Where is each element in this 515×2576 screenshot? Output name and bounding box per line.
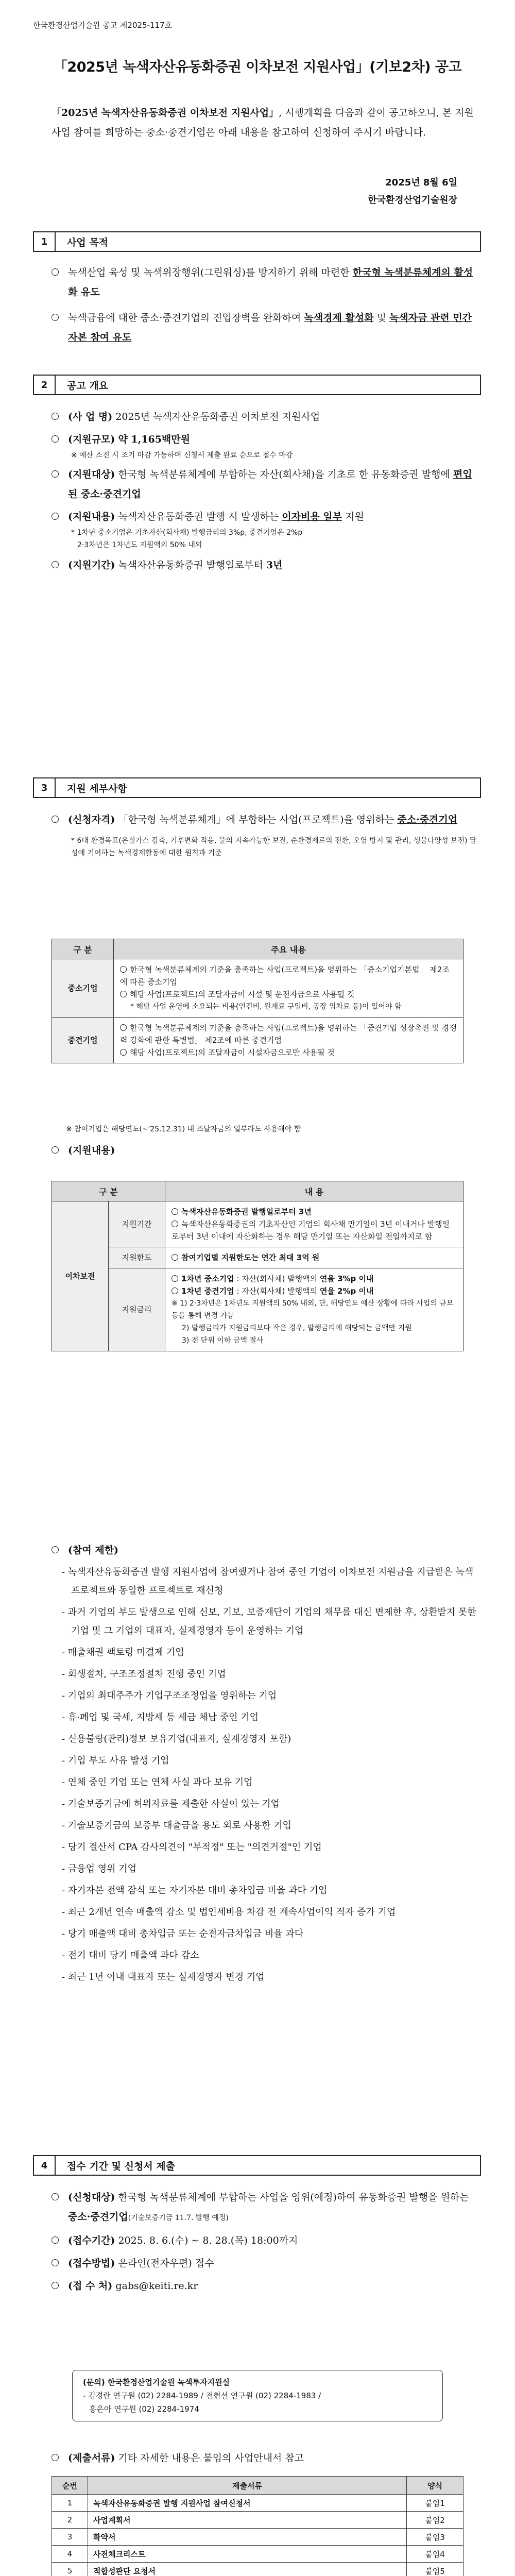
documents-cell-form: 붙임4 [407,2546,464,2563]
restriction-item: - 연체 중인 기업 또는 연체 사실 과다 보유 기업 [62,1777,253,1788]
notice-number: 한국환경산업기술원 공고 제2025-117호 [33,21,173,30]
circle-bullet-icon [52,816,59,823]
circle-bullet-icon [120,1024,127,1031]
eligibility-table [52,939,464,1063]
circle-bullet-icon [52,268,59,276]
overview-block [50,407,478,575]
notice-issuer: 한국환경산업기술원장 [368,195,457,206]
support-group-label: 이차보전 [52,1201,109,1351]
notice-date: 2025년 8월 6일 [385,177,457,188]
documents-cell-n: 3 [52,2529,88,2546]
intro-paragraph [52,103,474,142]
circle-bullet-icon [52,435,59,443]
restriction-item: - 신용불량(관리)정보 보유기업(대표자, 실제경영자 포함) [62,1734,291,1744]
section-2-title: 공고 개요 [56,375,481,395]
restriction-block [50,1540,478,1987]
midsize-label: 중견기업 [52,1018,114,1063]
support-period-label: 지원기간 [109,1201,165,1247]
support-rate-content: 1차년 중소기업 : 자산(회사채) 발행액의 연율 3%p 이내 1차년 중견기업 : 자산(회사채) 발행액의 연율 2%p 이내 ※ 1) 2·3차년은 1차년도 지원액의 50% 내외, 단, 해당연도 예산 상황에 따라 사업의 규모 등을 통해 변경 가능 2) 발행금리가 지원금리보다 작은 경우, 발행금리에 해당되는 금액만 지원 3) 전 단위 이하 금액 절사 [165,1268,464,1351]
documents-cell-form: 붙임1 [407,2495,464,2512]
restriction-item: - 전기 대비 당기 매출액 과다 감소 [62,1950,199,1961]
circle-bullet-icon [52,2259,59,2266]
documents-row [52,2563,464,2576]
eligibility-table-header-category: 구 분 [52,939,114,959]
circle-bullet-icon [171,1254,178,1261]
overview-content: (지원내용) 녹색자산유동화증권 발행 시 발생하는 이자비용 일부 지원 [50,507,478,527]
sme-label: 중소기업 [52,959,114,1018]
overview-name: (사 업 명) 2025년 녹색자산유동화증권 이차보전 지원사업 [50,407,478,427]
restriction-item: - 자기자본 전액 잠식 또는 자기자본 대비 총차입금 비율 과다 기업 [62,1885,328,1896]
eligibility-block [50,810,478,859]
documents-label-item: (제출서류) 기타 자세한 내용은 붙임의 사업안내서 참고 [50,2448,478,2468]
notice-title: 「2025년 녹색자산유동화증권 이차보전 지원사업」(기보2차) 공고 [53,59,462,75]
section-3-header [33,777,481,799]
contact-line-1: - 김경란 연구원 (02) 2284-1989 / 전현선 연구원 (02) 2284-1983 / [83,2391,321,2400]
support-block [50,1123,478,1160]
circle-bullet-icon [171,1287,178,1294]
documents-row [52,2512,464,2529]
circle-bullet-icon [52,1546,59,1553]
documents-cell-name: 확약서 [88,2529,407,2546]
restriction-list [50,1563,478,1987]
eligibility-table-header-content: 주요 내용 [114,939,464,959]
documents-cell-n: 2 [52,2512,88,2529]
documents-cell-form: 붙임2 [407,2512,464,2529]
submission-email-link[interactable]: gabs@keiti.re.kr [115,2280,198,2292]
restriction-item: - 최근 2개년 연속 매출액 감소 및 법인세비용 차감 전 계속사업이익 적자 증가 기업 [62,1907,396,1918]
restriction-item: - 금융업 영위 기업 [62,1863,136,1874]
eligibility-note: * 6대 환경목표(온실가스 감축, 기후변화 적응, 물의 지속가능한 보전, 순환경제로의 전환, 오염 방지 및 관리, 생물다양성 보전) 달성에 기여하는 녹색경제활동에 대한 원칙과 기준 [71,837,477,857]
documents-table [52,2476,464,2576]
restriction-label-item: (참여 제한) [50,1540,478,1560]
restriction-item: - 기술보증기금에 허위자료를 제출한 사실이 있는 기업 [62,1799,280,1809]
circle-bullet-icon [171,1275,178,1282]
overview-scale: (지원규모) 약 1,165백만원 [50,430,478,449]
documents-header-no: 순번 [52,2477,88,2495]
circle-bullet-icon [120,1049,127,1056]
circle-bullet-icon [52,2282,59,2289]
section-1-header [33,231,481,252]
restriction-item: - 최근 1년 이내 대표자 또는 실제경영자 변경 기업 [62,1972,265,1982]
restriction-item: - 매출채권 팩토링 미결제 기업 [62,1647,184,1658]
sme-content: 한국형 녹색분류체계의 기준을 충족하는 사업(프로젝트)을 영위하는 「중소기업기본법」 제2조에 따른 중소기업 해당 사업(프로젝트)의 조달자금이 시설 및 운전자금으로 사용될 것 * 해당 사업 운영에 소요되는 비용(인건비, 원재료 구입비, 공장 임차료 등)이 있어야 함 [114,959,464,1018]
circle-bullet-icon [52,2454,59,2461]
documents-header-name: 제출서류 [88,2477,407,2495]
section-4-header [33,2155,481,2176]
support-table-header-category: 구 분 [52,1181,165,1201]
documents-block [50,2448,478,2468]
section-4-title: 접수 기간 및 신청서 제출 [56,2155,481,2176]
circle-bullet-icon [52,2193,59,2200]
documents-row [52,2546,464,2563]
restriction-item: - 휴·폐업 및 국세, 지방세 등 세금 체납 중인 기업 [62,1712,259,1723]
submission-address: (접 수 처) gabs@keiti.re.kr [50,2276,478,2296]
contact-box [72,2370,443,2421]
section-3-title: 지원 세부사항 [56,777,481,798]
submission-target: (신청대상) 한국형 녹색분류체계에 부합하는 사업을 영위(예정)하여 유동화증권 발행을 원하는 중소·중견기업(기술보증기금 11.7. 발행 예정) [50,2188,478,2228]
intro-bold: 「2025년 녹색자산유동화증권 이차보전 지원사업」 [52,107,279,118]
support-table-header-content: 내 용 [165,1181,464,1201]
documents-cell-name: 적합성판단 요청서 [88,2563,407,2576]
support-period-content: 녹색자산유동화증권 발행일로부터 3년 녹색자산유동화증권의 기초자산인 기업의 회사채 만기일이 3년 이내거나 발행일로부터 3년 이내에 자산화하는 경우 해당 만기일 또는 자산화일 전일까지로 함 [165,1201,464,1247]
midsize-content: 한국형 녹색분류체계의 기준을 충족하는 사업(프로젝트)을 영위하는 「중견기업 성장촉진 및 경쟁력 강화에 관한 특별법」 제2조에 따른 중견기업 해당 사업(프로젝트)의 조달자금이 시설자금으로만 사용될 것 [114,1018,464,1063]
purpose-item-1: 녹색산업 육성 및 녹색위장행위(그린워싱)를 방지하기 위해 마련한 한국형 녹색분류체계의 활성화 유도 [50,263,478,302]
restriction-item: - 기업 부도 사유 발생 기업 [62,1755,169,1766]
documents-row [52,2529,464,2546]
circle-bullet-icon [52,561,59,568]
overview-target: (지원대상) 한국형 녹색분류체계에 부합하는 자산(회사채)을 기초로 한 유동화증권 발행에 편입된 중소·중견기업 [50,465,478,504]
circle-bullet-icon [171,1221,178,1227]
overview-period: (지원기간) 녹색자산유동화증권 발행일로부터 3년 [50,555,478,575]
restriction-item: - 회생절차, 구조조정절차 진행 중인 기업 [62,1669,226,1680]
purpose-item-2: 녹색금융에 대한 중소·중견기업의 진입장벽을 완화하여 녹색경제 활성화 및 녹색자금 관련 민간자본 참여 유도 [50,308,478,347]
support-limit-content: 참여기업별 지원한도는 연간 최대 3억 원 [165,1247,464,1268]
contact-title: (문의) 한국환경산업기술원 녹색투자지원실 [83,2378,230,2387]
documents-row [52,2495,464,2512]
section-4-number: 4 [33,2155,56,2176]
notice-date-block [368,174,457,209]
circle-bullet-icon [171,1208,178,1215]
section-2-number: 2 [33,375,56,395]
circle-bullet-icon [52,314,59,321]
section-2-header [33,374,481,396]
circle-bullet-icon [52,2236,59,2244]
submission-block [50,2188,478,2296]
restriction-item: - 기업의 최대주주가 기업구조조정업을 영위하는 기업 [62,1690,277,1701]
support-rate-label: 지원금리 [109,1268,165,1351]
submission-method: (접수방법) 온라인(전자우편) 접수 [50,2253,478,2273]
section-1-title: 사업 목적 [56,231,481,252]
restriction-item: - 과거 기업의 부도 발생으로 인해 신보, 기보, 보증재단이 기업의 채무를 대신 변제한 후, 상환받지 못한 기업 및 그 기업의 대표자, 실제경영자 등이 운영하는 기업 [62,1607,476,1636]
support-table [52,1181,464,1351]
section-1-number: 1 [33,231,56,252]
documents-cell-n: 4 [52,2546,88,2563]
circle-bullet-icon [120,966,127,973]
circle-bullet-icon [52,413,59,420]
circle-bullet-icon [52,513,59,520]
documents-cell-name: 녹색자산유동화증권 발행 지원사업 참여신청서 [88,2495,407,2512]
section-3-number: 3 [33,777,56,798]
restriction-item: - 기술보증기금의 보증부 대출금을 용도 외로 사용한 기업 [62,1820,292,1831]
restriction-item: - 당기 매출액 대비 총차입금 또는 순전자금차입금 비율 과다 [62,1928,304,1939]
overview-content-note-1: * 1차년 중소기업은 기초자산(회사채) 발행금리의 3%p, 중견기업은 2%p [71,529,303,537]
circle-bullet-icon [52,470,59,478]
documents-cell-n: 5 [52,2563,88,2576]
documents-cell-form: 붙임5 [407,2563,464,2576]
documents-cell-form: 붙임3 [407,2529,464,2546]
documents-header-form: 양식 [407,2477,464,2495]
overview-content-note-2: 2·3차년은 1차년도 지원액의 50% 내외 [77,541,202,549]
documents-cell-name: 사전체크리스트 [88,2546,407,2563]
usage-note: ※ 참여기업은 해당연도(~'25.12.31) 내 조달자금의 일부라도 사용해야 함 [66,1125,301,1133]
support-label-item: (지원내용) [50,1141,478,1160]
restriction-item: - 녹색자산유동화증권 발행 지원사업에 참여했거나 참여 중인 기업이 이차보전 지원금을 지급받은 녹색프로젝트와 동일한 프로젝트로 재신청 [62,1567,474,1596]
purpose-block [50,263,478,347]
circle-bullet-icon [52,1146,59,1154]
documents-cell-name: 사업계획서 [88,2512,407,2529]
eligibility-item: (신청자격) 「한국형 녹색분류체계」에 부합하는 사업(프로젝트)을 영위하는 중소·중견기업 [50,810,478,829]
submission-period: (접수기간) 2025. 8. 6.(수) ~ 8. 28.(목) 18:00까지 [50,2231,478,2250]
documents-cell-n: 1 [52,2495,88,2512]
contact-line-2: 홍은아 연구원 (02) 2284-1974 [89,2404,199,2414]
support-limit-label: 지원한도 [109,1247,165,1268]
intro-rest: , 시행계획을 다음과 같이 공고하오니, 본 지원사업 참여를 희망하는 중소·중견기업은 아래 내용을 참고하여 신청하여 주시기 바랍니다. [52,107,474,138]
restriction-item: - 당기 결산서 CPA 감사의견이 "부적정" 또는 "의견거절"인 기업 [62,1842,322,1853]
circle-bullet-icon [120,991,127,997]
overview-scale-note: ※ 예산 소진 시 조기 마감 가능하며 신청서 제출 완료 순으로 접수 마감 [71,451,293,460]
